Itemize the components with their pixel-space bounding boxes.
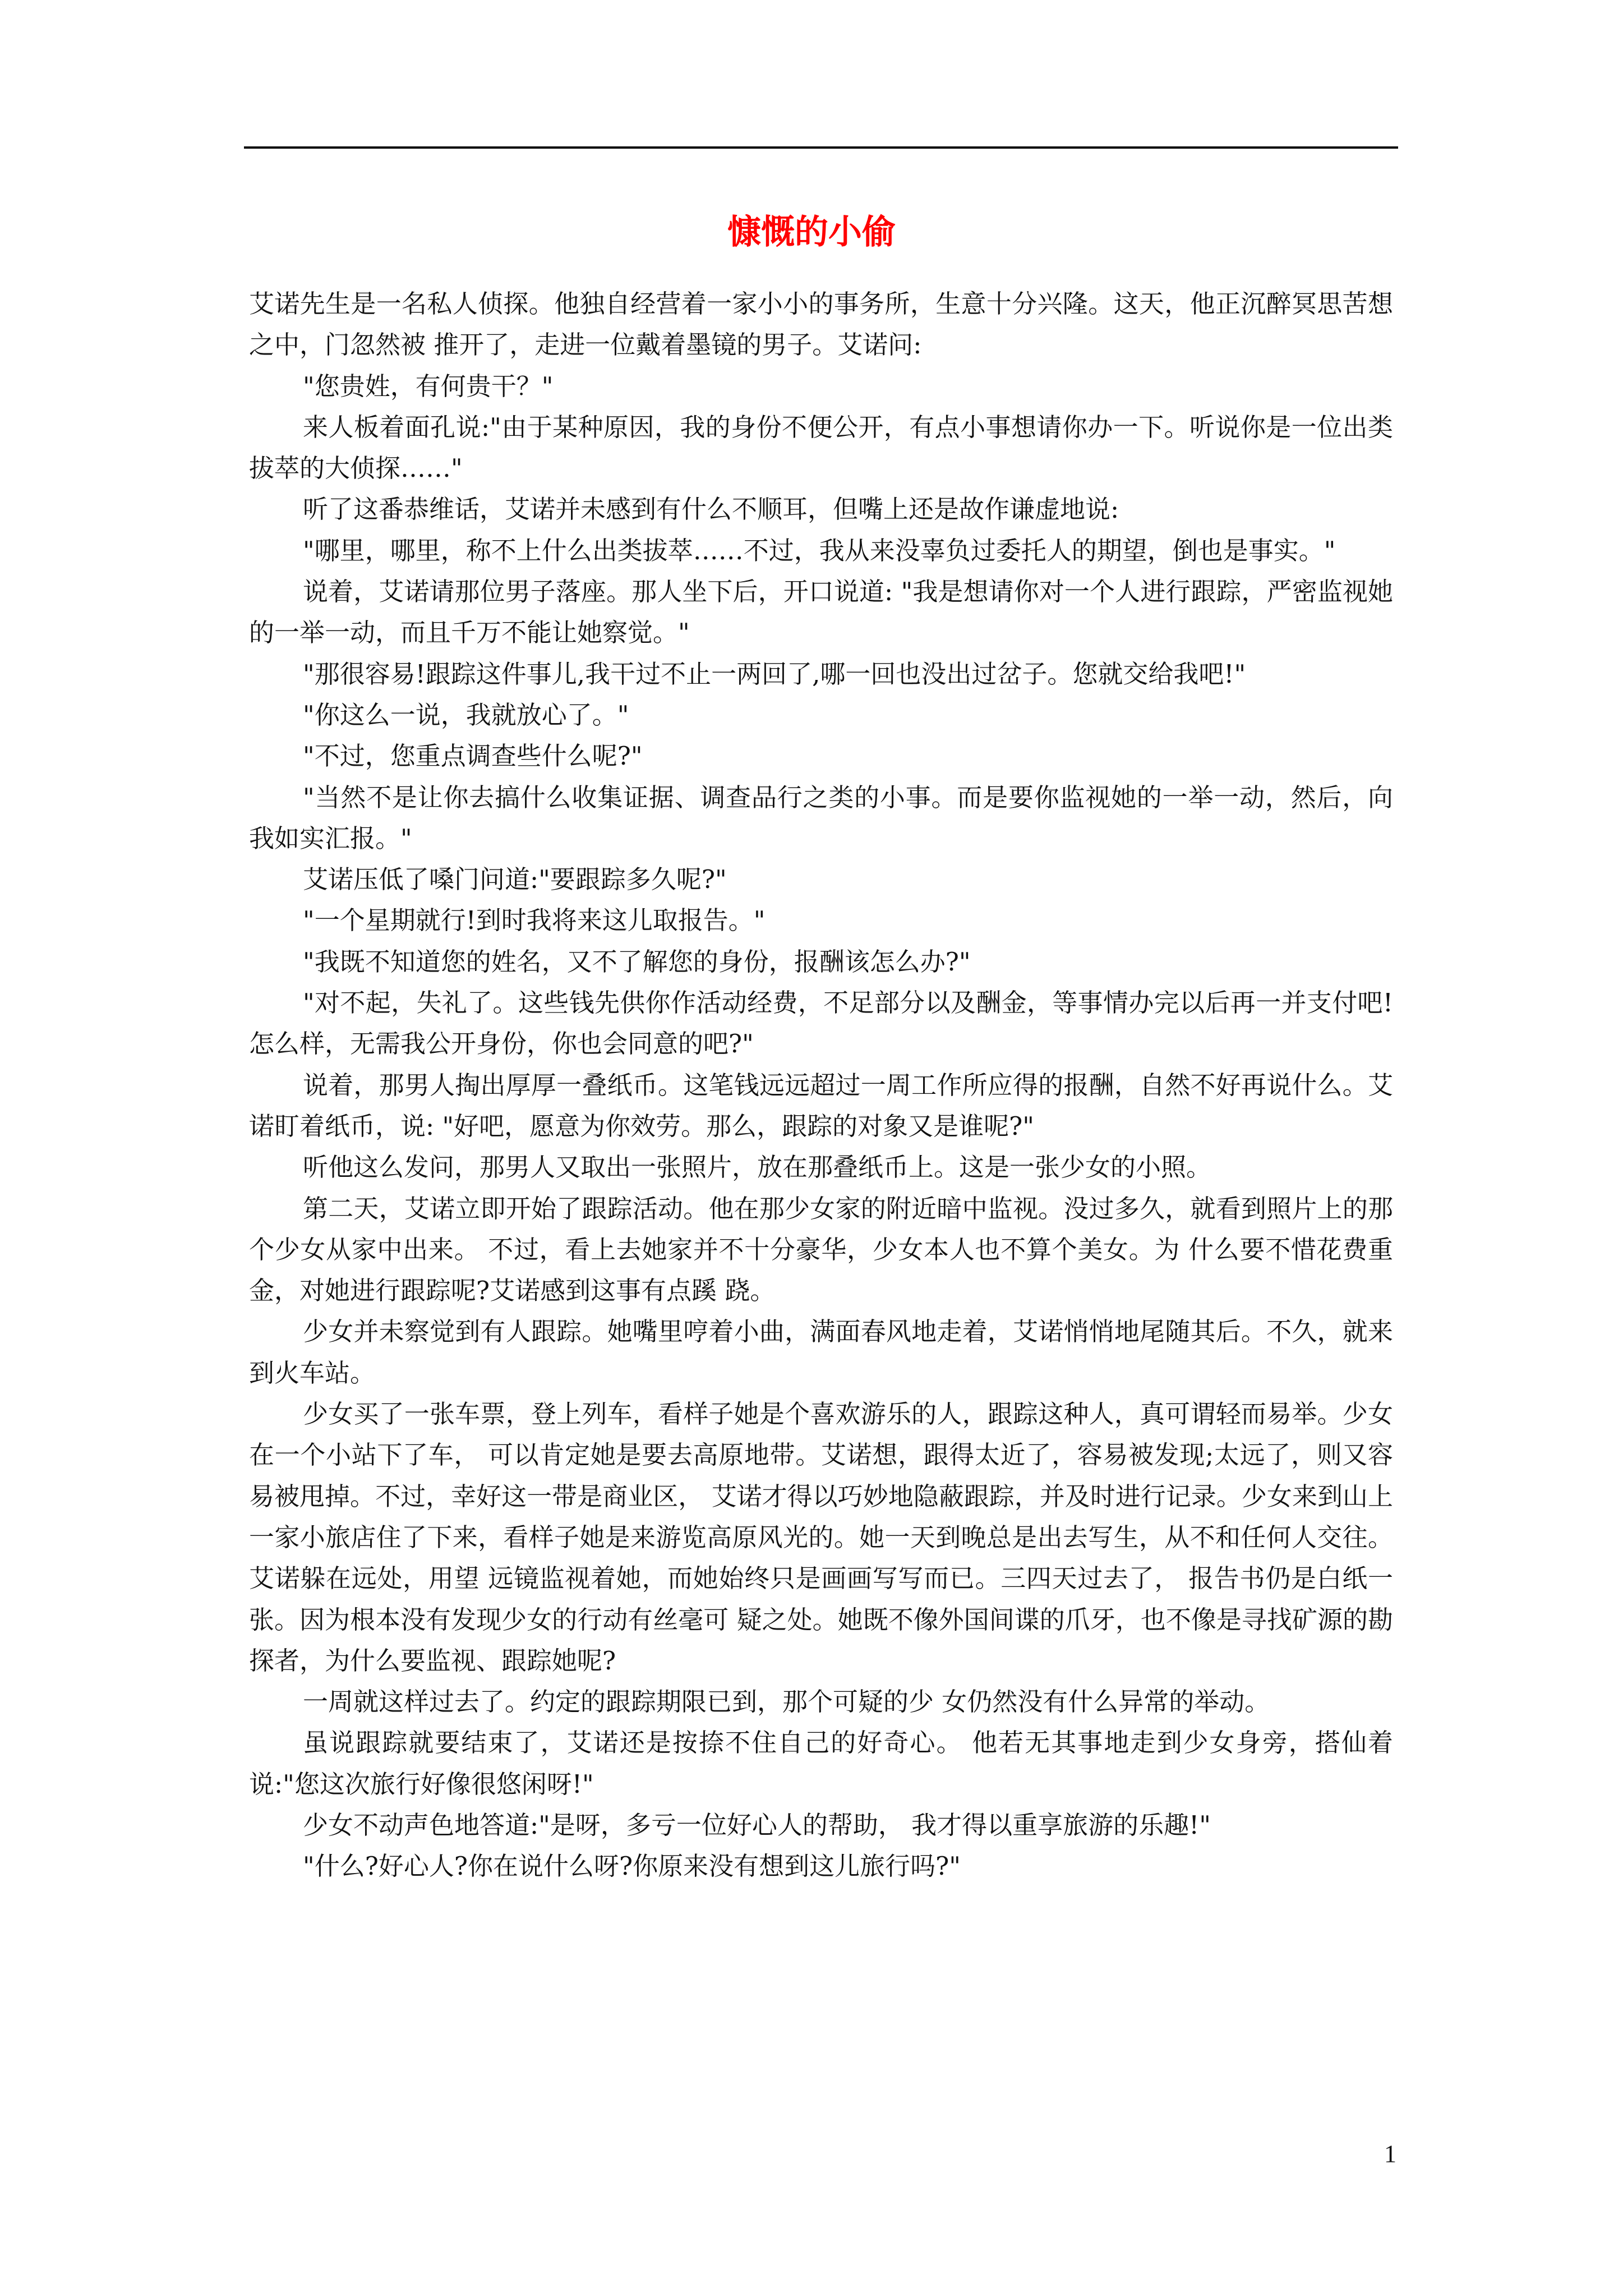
paragraph: 听他这么发问，那男人又取出一张照片，放在那叠纸币上。这是一张少女的小照。 <box>303 1152 1212 1182</box>
paragraph: 少女买了一张车票，登上列车，看样子她是个喜欢游乐的人，跟踪这种人，真可谓轻而易举。少女在一个小站下了车， 可以肯定她是要去高原地带。艾诺想，跟得太近了，容易被发现;太远了，则又容易被甩掉。不过，幸好这一带是商业区， 艾诺才得以巧妙地隐蔽跟踪，并及时进行记录。少女来到山上一家小旅店住了下来，看样子她是来游览高原风光的。她一天到晚总是出去写生，从不和任何人交往。艾诺躲在远处，用望 远镜监视着她，而她始终只是画画写写而已。三四天过去了， 报告书仍是白纸一张。因为根本没有发现少女的行动有丝毫可 疑之处。她既不像外国间谍的爪牙，也不像是寻找矿源的勘探者，为什么要监视、跟踪她呢? <box>249 1399 1393 1676</box>
paragraph: 艾诺先生是一名私人侦探。他独自经营着一家小小的事务所，生意十分兴隆。这天，他正沉醉冥思苦想之中，门忽然被 推开了，走进一位戴着墨镜的男子。艾诺问: <box>249 289 1393 360</box>
paragraph: 来人板着面孔说:"由于某种原因，我的身份不便公开，有点小事想请你办一下。听说你是一位出类拔萃的大侦探……" <box>249 412 1393 484</box>
paragraph: "哪里，哪里，称不上什么出类拔萃……不过，我从来没辜负过委托人的期望，倒也是事实。" <box>303 535 1336 565</box>
paragraph: "什么?好心人?你在说什么呀?你原来没有想到这儿旅行吗?" <box>303 1851 961 1881</box>
document-title: 慷慨的小偷 <box>727 213 896 252</box>
paragraph: 第二天，艾诺立即开始了跟踪活动。他在那少女家的附近暗中监视。没过多久，就看到照片上的那个少女从家中出来。 不过，看上去她家并不十分豪华，少女本人也不算个美女。为 什么要不惜花费重金，对她进行跟踪呢?艾诺感到这事有点蹊 跷。 <box>249 1193 1393 1306</box>
paragraph: "一个星期就行!到时我将来这儿取报告。" <box>303 905 766 936</box>
paragraph: "我既不知道您的姓名，又不了解您的身份，报酬该怎么办?" <box>303 946 971 977</box>
paragraph: 一周就这样过去了。约定的跟踪期限已到，那个可疑的少 女仍然没有什么异常的举动。 <box>303 1687 1270 1717</box>
paragraph: 虽说跟踪就要结束了，艾诺还是按捺不住自己的好奇心。 他若无其事地走到少女身旁，搭仙着说:"您这次旅行好像很悠闲呀!" <box>249 1728 1393 1799</box>
paragraph: 听了这番恭维话，艾诺并未感到有什么不顺耳，但嘴上还是故作谦虚地说: <box>303 494 1119 524</box>
header-rule <box>244 146 1398 149</box>
paragraph: 说着，那男人掏出厚厚一叠纸币。这笔钱远远超过一周工作所应得的报酬，自然不好再说什么。艾诺盯着纸币，说: "好吧，愿意为你效劳。那么，跟踪的对象又是谁呢?" <box>249 1070 1393 1141</box>
paragraph: "不过，您重点调查些什么呢?" <box>303 741 643 771</box>
page-number: 1 <box>1384 2140 1396 2168</box>
document-body <box>249 283 1393 1887</box>
paragraph: 艾诺压低了嗓门问道:"要跟踪多久呢?" <box>303 864 727 895</box>
paragraph: "那很容易!跟踪这件事儿,我干过不止一两回了,哪一回也没出过岔子。您就交给我吧!" <box>303 659 1246 689</box>
paragraph: "当然不是让你去搞什么收集证据、调查品行之类的小事。而是要你监视她的一举一动，然后，向我如实汇报。" <box>249 782 1393 853</box>
paragraph: 少女并未察觉到有人跟踪。她嘴里哼着小曲，满面春风地走着，艾诺悄悄地尾随其后。不久，就来到火车站。 <box>249 1317 1393 1388</box>
paragraph: "你这么一说，我就放心了。" <box>303 700 629 730</box>
paragraph: 说着，艾诺请那位男子落座。那人坐下后，开口说道: "我是想请你对一个人进行跟踪，严密监视她的一举一动，而且千万不能让她察觉。" <box>249 577 1393 648</box>
paragraph: "对不起，失礼了。这些钱先供你作活动经费，不足部分以及酬金，等事情办完以后再一并支付吧!怎么样，无需我公开身份，你也会同意的吧?" <box>249 988 1393 1059</box>
paragraph: "您贵姓，有何贵干？" <box>303 371 554 401</box>
paragraph: 少女不动声色地答道:"是呀，多亏一位好心人的帮助， 我才得以重享旅游的乐趣!" <box>303 1810 1211 1840</box>
